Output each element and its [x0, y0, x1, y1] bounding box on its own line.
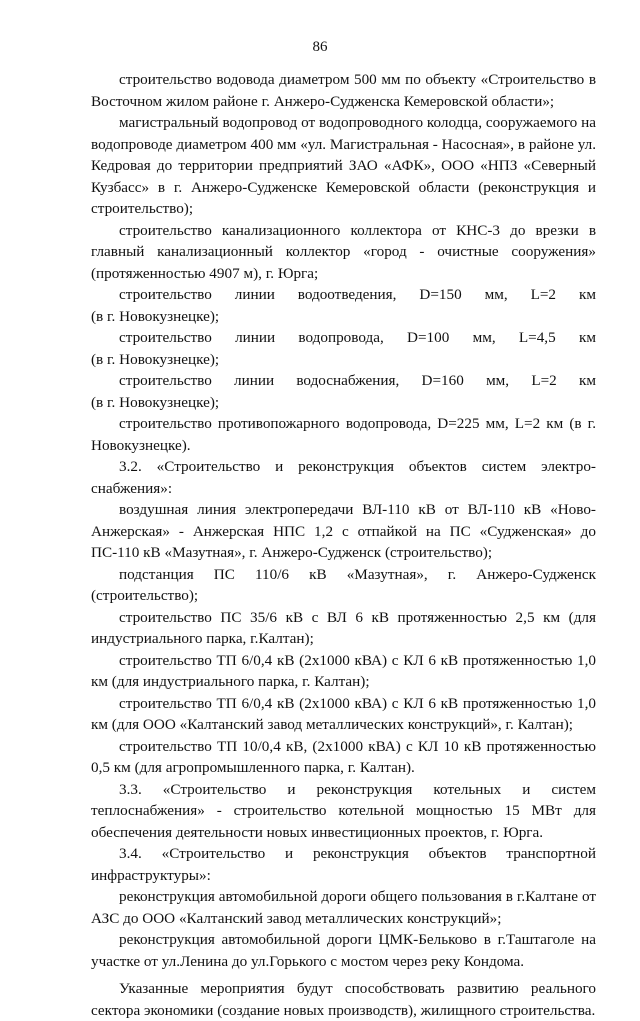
spaced-row [91, 327, 596, 349]
paragraph: строительство водовода диаметром 500 мм по объекту «Строительство в Восточном жилом районе г. Анжеро-Судженска Кемеровской области»; [91, 71, 596, 110]
spaced-row-block [91, 370, 596, 413]
paragraph: строительство ТП 10/0,4 кВ, (2х1000 кВА) с КЛ 10 кВ протяженностью 0,5 км (для агропромышленного парка, г. Калтан). [91, 737, 596, 776]
line: (в г. Новокузнецке); [91, 393, 220, 411]
spaced-row [91, 370, 596, 392]
paragraph: строительство противопожарного водопровода, D=225 мм, L=2 км (в г. Новокузнецке). [91, 415, 596, 454]
word: водоснабжения, [296, 372, 400, 389]
paragraph: реконструкция автомобильной дороги ЦМК-Бельково в г.Таштаголе на участке от ул.Ленина до ул.Горького с мостом через реку Кондома. [91, 931, 596, 970]
word: строительство [119, 372, 212, 389]
word: мм, [484, 286, 508, 303]
word: D=100 [407, 329, 450, 346]
word: линии [235, 329, 276, 346]
spaced-row [91, 284, 596, 306]
paragraph: строительство ТП 6/0,4 кВ (2х1000 кВА) с КЛ 6 кВ протяженностью 1,0 км (для индустриального парка, г. Калтан); [91, 651, 596, 690]
word: км [578, 372, 596, 389]
word: линии [234, 372, 275, 389]
word: км [578, 286, 596, 303]
document-body [91, 69, 596, 1021]
word: D=160 [421, 372, 464, 389]
paragraph: реконструкция автомобильной дороги общего пользования в г.Калтане от АЗС до ООО «Калтанский завод металлических конструкций»; [91, 888, 596, 927]
page-number: 86 [312, 39, 328, 55]
word: водопровода, [298, 329, 384, 346]
word: L=2 [531, 372, 557, 389]
word: водоотведения, [297, 286, 397, 303]
spaced-row-block [91, 284, 596, 327]
word: строительство [119, 286, 212, 303]
line: (в г. Новокузнецке); [91, 307, 220, 325]
section-paragraph: 3.3. «Строительство и реконструкция котельных и систем теплоснабжения» - строительство котельной мощностью 15 МВт для обеспечения деятельности новых инвестиционных проектов, г. Юрга. [91, 780, 596, 841]
paragraph: подстанция ПС 110/6 кВ «Мазутная», г. Анжеро-Судженск (строительство); [91, 565, 596, 604]
spaced-row-block [91, 327, 596, 370]
paragraph: строительство ПС 35/6 кВ с ВЛ 6 кВ протяженностью 2,5 км (для индустриального парка, г.Калтан); [91, 608, 596, 647]
paragraph: строительство ТП 6/0,4 кВ (2х1000 кВА) с КЛ 6 кВ протяженностью 1,0 км (для ООО «Калтанский завод металлических конструкций», г. Калтан); [91, 694, 596, 733]
word: L=4,5 [518, 329, 556, 346]
line: (в г. Новокузнецке); [91, 350, 220, 368]
word: мм, [472, 329, 496, 346]
section-heading: 3.4. «Строительство и реконструкция объектов транспортной инфраструктуры»: [91, 845, 596, 884]
word: строительство [119, 329, 212, 346]
paragraph: магистральный водопровод от водопроводного колодца, сооружаемого на водопроводе диаметром 400 мм «ул. Магистральная - Насосная», в районе ул. Кедровая до территории предприятий ЗАО «АФК», ООО «НПЗ «Северный Кузбасс» в г. Анжеро-Судженске Кемеровской области (реконструкция и строительство); [91, 114, 596, 217]
word: мм, [486, 372, 510, 389]
paragraph: воздушная линия электропередачи ВЛ-110 кВ от ВЛ-110 кВ «Ново-Анжерская» - Анжерская НПС 1,2 с отпайкой на ПС «Судженская» до ПС-110 кВ «Мазутная», г. Анжеро-Судженск (строительство); [91, 501, 596, 561]
paragraph: Указанные мероприятия будут способствовать развитию реального сектора экономики (создание новых производств), жилищного строительства. [91, 980, 596, 1019]
word: км [578, 329, 596, 346]
word: L=2 [530, 286, 557, 303]
word: D=150 [419, 286, 462, 303]
word: линии [234, 286, 275, 303]
paragraph: строительство канализационного коллектора от КНС-3 до врезки в главный канализационный коллектор «город - очистные сооружения» (протяженностью 4907 м), г. Юрга; [91, 221, 596, 282]
section-heading: 3.2. «Строительство и реконструкция объектов систем электро-снабжения»: [91, 458, 596, 497]
